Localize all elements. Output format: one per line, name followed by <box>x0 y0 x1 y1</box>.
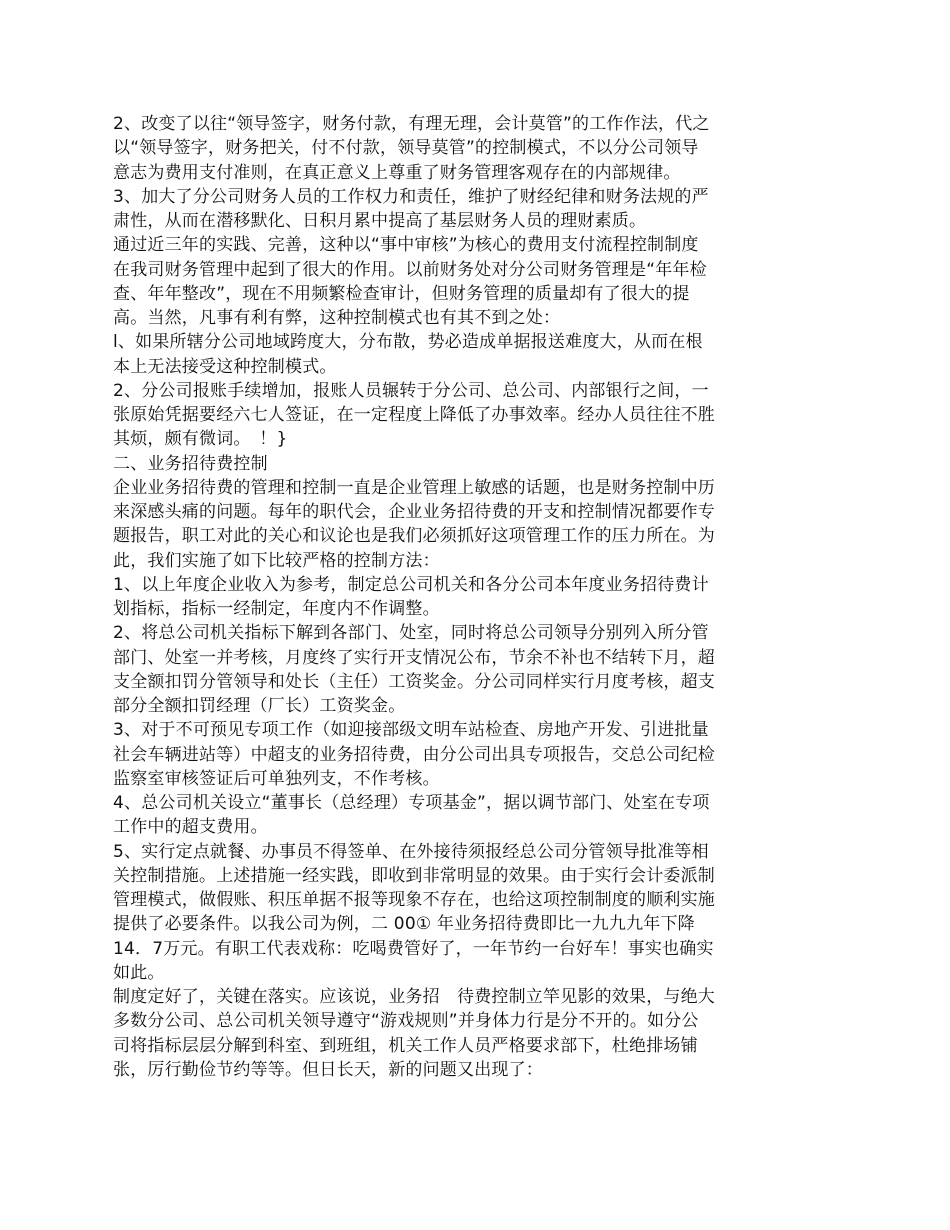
text-line: 2、分公司报账手续增加，报账人员辗转于分公司、总公司、内部银行之间，一 <box>113 380 709 401</box>
text-line: 查、年年整改”，现在不用频繁检查审计，但财务管理的质量却有了很大的提 <box>113 283 690 304</box>
text-line: 2、改变了以往“领导签字，财务付款，有理无理，会计莫管”的工作作法，代之 <box>113 114 710 134</box>
text-line: 此，我们实施了如下比较严格的控制方法： <box>113 550 440 571</box>
text-line: 5、实行定点就餐、办事员不得签单、在外接待须报经总公司分管领导批准等相 <box>113 841 709 862</box>
text-line: 张原始凭据要经六七人签证，在一定程度上降低了办事效率。经办人员往往不胜 <box>113 405 715 425</box>
text-line: 企业业务招待费的管理和控制一直是企业管理上敏感的话题，也是财务控制中历 <box>113 477 715 498</box>
text-line: 司将指标层层分解到科室、到班组，机关工作人员严格要求部下，杜绝排场铺 <box>113 1035 698 1056</box>
text-line: l、如果所辖分公司地域跨度大，分布散，势必造成单据报送难度大，从而在根 <box>113 332 703 353</box>
text-line: 部分全额扣罚经理（厂长）工资奖金。 <box>113 696 406 716</box>
text-line: 如此。 <box>113 962 165 983</box>
text-line: 张，厉行勤俭节约等等。但日长天，新的问题又出现了： <box>113 1059 543 1080</box>
text-line: 多数分公司、总公司机关领导遵守“游戏规则”并身体力行是分不开的。如分公 <box>113 1011 699 1032</box>
text-line: 其烦，颇有微词。 ！} <box>113 429 288 450</box>
text-line: 本上无法接受这种控制模式。 <box>113 356 337 377</box>
text-line: 制度定好了，关键在落实。应该说，业务招 待费控制立竿见影的效果，与绝大 <box>113 987 715 1007</box>
text-line: 以“领导签字，财务把关，付不付款，领导莫管”的控制模式，不以分公司领导 <box>113 138 699 159</box>
text-line: 1、以上年度企业收入为参考，制定总公司机关和各分公司本年度业务招待费计 <box>113 574 709 595</box>
text-line: 在我司财务管理中起到了很大的作用。以前财务处对分公司财务管理是“年年检 <box>113 259 707 280</box>
text-line: 意志为费用支付准则，在真正意义上尊重了财务管理客观存在的内部规律。 <box>113 162 681 183</box>
text-line: 高。当然，凡事有利有弊，这种控制模式也有其不到之处： <box>113 308 561 328</box>
text-line: 二、业务招待费控制 <box>113 453 268 474</box>
text-line: 来深感头痛的问题。每年的职代会，企业业务招待费的开支和控制情况都要作专 <box>113 502 715 522</box>
text-line: 题报告，职工对此的关心和议论也是我们必须抓好这项管理工作的压力所在。为 <box>113 526 715 547</box>
text-line: 工作中的超支费用。 <box>113 817 268 838</box>
text-line: 3、加大了分公司财务人员的工作权力和责任，维护了财经纪律和财务法规的严 <box>113 186 709 207</box>
text-line: 提供了必要条件。以我公司为例，二 00① 年业务招待费即比一九九九年下降 <box>113 914 695 935</box>
text-line: 通过近三年的实践、完善，这种以“事中审核”为核心的费用支付流程控制制度 <box>113 235 699 256</box>
text-line: 3、对于不可预见专项工作（如迎接部级文明车站检查、房地产开发、引进批量 <box>113 720 709 741</box>
text-line: 关控制措施。上述措施一经实践，即收到非常明显的效果。由于实行会计委派制 <box>113 865 715 886</box>
text-line: 管理模式，做假账、积压单据不报等现象不存在，也给这项控制制度的顺利实施 <box>113 890 715 910</box>
text-line: 14．7万元。有职工代表戏称：吃喝费管好了，一年节约一台好车！事实也确实 <box>113 938 714 959</box>
text-line: 肃性，从而在潜移默化、日积月累中提高了基层财务人员的理财素质。 <box>113 211 647 231</box>
text-line: 划指标，指标一经制定，年度内不作调整。 <box>113 599 440 619</box>
text-line: 监察室审核签证后可单独列支，不作考核。 <box>113 768 440 789</box>
text-line: 部门、处室一并考核，月度终了实行开支情况公布，节余不补也不结转下月，超 <box>113 647 715 668</box>
text-line: 支全额扣罚分管领导和处长（主任）工资奖金。分公司同样实行月度考核，超支 <box>113 671 715 692</box>
text-line: 4、总公司机关设立“董事长（总经理）专项基金”，据以调节部门、处室在专项 <box>113 793 710 813</box>
document-body <box>113 112 763 1082</box>
text-line: 2、将总公司机关指标下解到各部门、处室，同时将总公司领导分别列入所分管 <box>113 623 709 644</box>
text-line: 社会车辆进站等）中超支的业务招待费，由分公司出具专项报告，交总公司纪检 <box>113 744 715 765</box>
